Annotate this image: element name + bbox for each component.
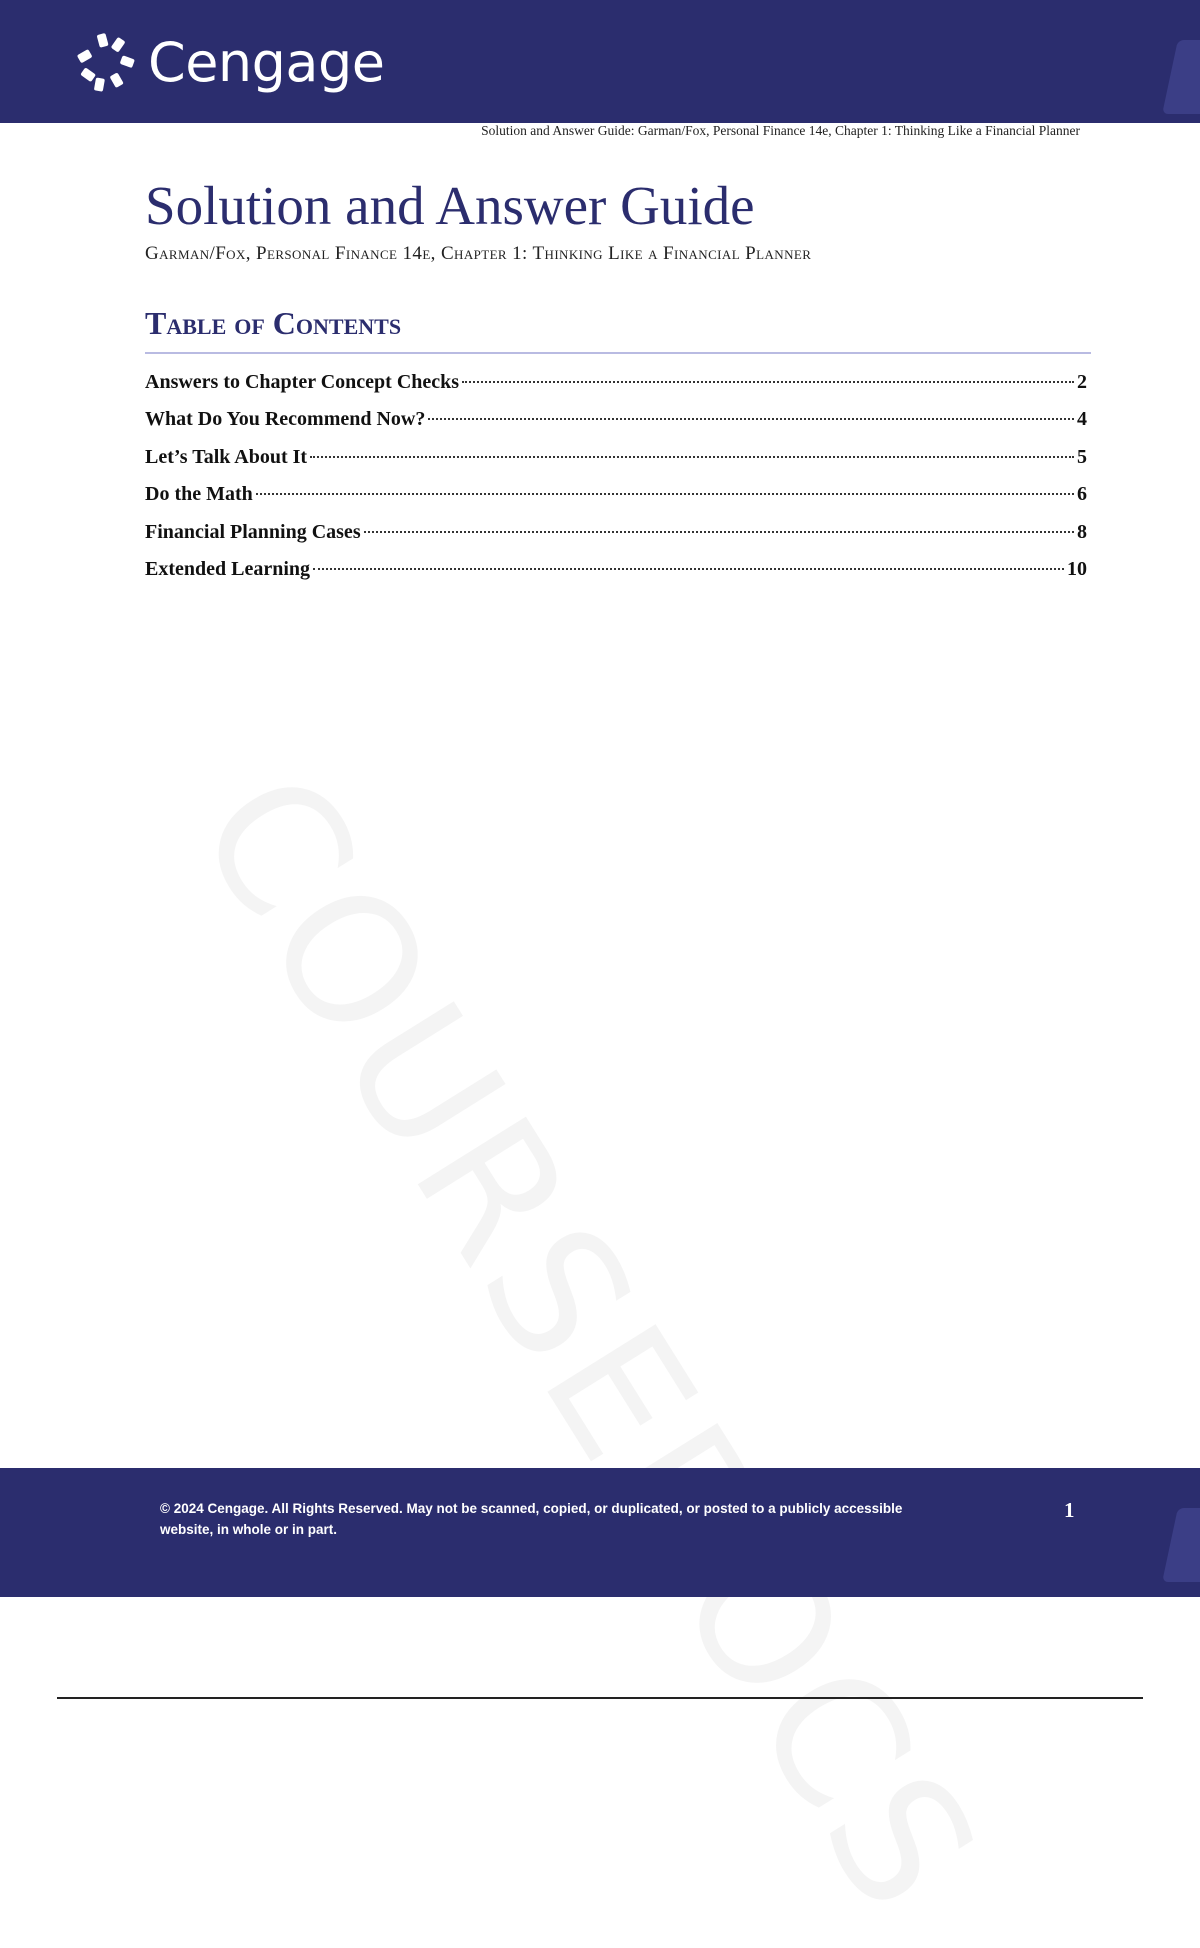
toc-entry-label: Extended Learning (145, 557, 311, 580)
header-corner-decoration (1162, 40, 1200, 114)
toc-entry-extended-learning[interactable] (145, 558, 1087, 595)
toc-divider (145, 352, 1091, 354)
toc-entry-recommend-now[interactable] (145, 408, 1087, 445)
footer-band (0, 1468, 1200, 1597)
toc-entry-page: 6 (1077, 483, 1087, 506)
toc-dot-leader (364, 531, 1074, 533)
copyright-notice: © 2024 Cengage. All Rights Reserved. May not be scanned, copied, or duplicated, or posted to a publicly accessible website, in whole or in part. (160, 1501, 903, 1537)
footer-corner-decoration (1162, 1508, 1200, 1582)
toc-dot-leader (256, 493, 1074, 495)
toc-dot-leader (462, 381, 1074, 383)
cengage-mark-icon (74, 30, 140, 96)
page-number: 1 (1064, 1498, 1075, 1522)
toc-entry-lets-talk[interactable] (145, 446, 1087, 483)
toc-entry-label: Answers to Chapter Concept Checks (145, 371, 460, 393)
toc-entry-page: 2 (1077, 371, 1087, 393)
watermark (158, 740, 1017, 1948)
toc-entry-label: Do the Math (145, 483, 253, 506)
brand-name: Cengage (148, 31, 385, 94)
document-title: Solution and Answer Guide (145, 175, 755, 236)
toc-entry-page: 5 (1077, 445, 1087, 468)
toc-entry-do-the-math[interactable] (145, 483, 1087, 520)
toc-entry-label: Let’s Talk About It (145, 445, 308, 468)
header-band (0, 0, 1200, 123)
toc-entry-concept-checks[interactable] (145, 371, 1087, 408)
toc-dot-leader (313, 568, 1064, 570)
toc-entry-page: 10 (1067, 557, 1087, 580)
toc-dot-leader (310, 456, 1074, 458)
toc-entry-page: 8 (1077, 520, 1087, 543)
running-head: Solution and Answer Guide: Garman/Fox, Personal Finance 14e, Chapter 1: Thinking Like a Financial Planner (481, 123, 1080, 138)
bottom-rule (57, 1697, 1143, 1699)
cengage-logo (74, 30, 385, 96)
toc-entry-page: 4 (1077, 408, 1087, 431)
toc-entry-planning-cases[interactable] (145, 521, 1087, 558)
toc-entry-label: Financial Planning Cases (145, 520, 361, 543)
toc-list (145, 371, 1087, 595)
toc-dot-leader (428, 418, 1074, 420)
document-subtitle: Garman/Fox, Personal Finance 14e, Chapter 1: Thinking Like a Financial Planner (145, 243, 812, 264)
toc-entry-label: What Do You Recommend Now? (145, 408, 426, 431)
toc-heading: Table of Contents (145, 305, 402, 341)
